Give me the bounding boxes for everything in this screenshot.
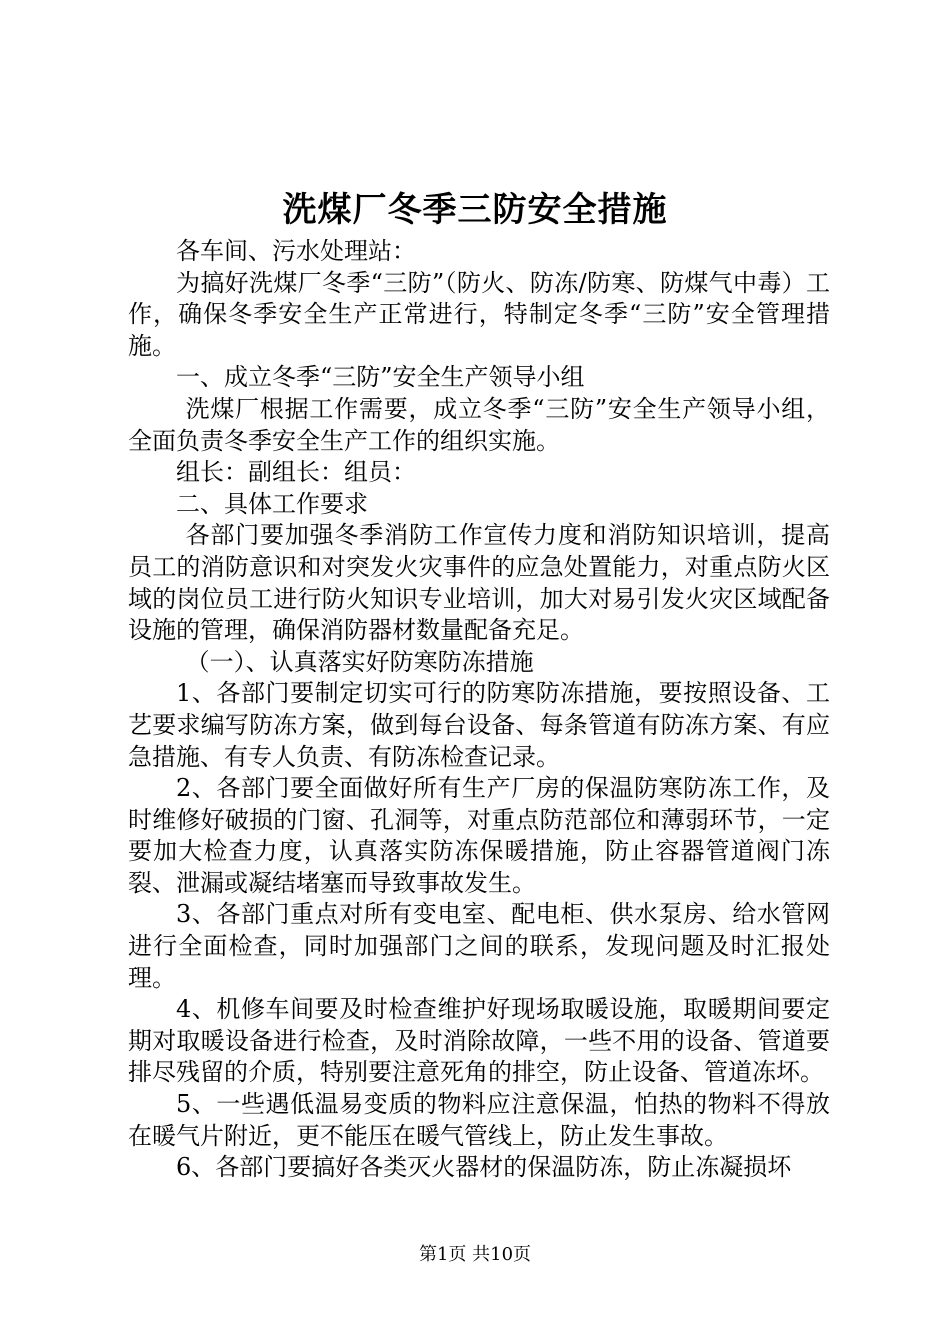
document-title: 洗煤厂冬季三防安全措施	[282, 190, 668, 230]
body-paragraph: 组长：副组长：组员：	[176, 458, 416, 487]
intro-paragraph: 为搞好洗煤厂冬季“三防”（防火、防冻/防寒、防煤气中毒）工作，确保冬季安全生产正常进行，特制定冬季“三防”安全管理措施。	[128, 268, 830, 360]
list-item-paragraph: 4、机修车间要及时检查维护好现场取暖设施，取暖期间要定期对取暖设备进行检查，及时消除故障，一些不用的设备、管道要排尽残留的介质，特别要注意死角的排空，防止设备、管道冻坏。	[128, 995, 830, 1087]
list-item-paragraph: 3、各部门重点对所有变电室、配电柜、供水泵房、给水管网进行全面检查，同时加强部门之间的联系，发现问题及时汇报处理。	[128, 900, 830, 992]
list-item-paragraph: 2、各部门要全面做好所有生产厂房的保温防寒防冻工作，及时维修好破损的门窗、孔洞等，对重点防范部位和薄弱环节，一定要加大检查力度，认真落实防冻保暖措施，防止容器管道阀门冻裂、泄漏或凝结堵塞而导致事故发生。	[128, 774, 830, 897]
list-item-paragraph: 1、各部门要制定切实可行的防寒防冻措施，要按照设备、工艺要求编写防冻方案，做到每台设备、每条管道有防冻方案、有应急措施、有专人负责、有防冻检查记录。	[128, 679, 830, 771]
list-item-paragraph: 5、一些遇低温易变质的物料应注意保温，怕热的物料不得放在暖气片附近，更不能压在暖气管线上，防止发生事故。	[128, 1090, 830, 1150]
section-heading-1: 一、成立冬季“三防”安全生产领导小组	[176, 363, 585, 392]
document-body	[128, 236, 830, 1184]
section-heading-2: 二、具体工作要求	[176, 489, 368, 518]
list-item-paragraph: 6、各部门要搞好各类灭火器材的保温防冻，防止冻凝损坏	[176, 1153, 792, 1182]
body-paragraph: 洗煤厂根据工作需要，成立冬季“三防”安全生产领导小组，全面负责冬季安全生产工作的组织实施。	[128, 394, 830, 455]
body-paragraph: 各部门要加强冬季消防工作宣传力度和消防知识培训，提高员工的消防意识和对突发火灾事件的应急处置能力，对重点防火区域的岗位员工进行防火知识专业培训，加大对易引发火灾区域配备设施的管理，确保消防器材数量配备充足。	[128, 521, 830, 645]
salutation-paragraph: 各车间、污水处理站：	[176, 237, 416, 265]
page-number: 第1页 共10页	[418, 1244, 532, 1265]
subsection-heading: （一）、认真落实好防寒防冻措施	[185, 647, 534, 676]
